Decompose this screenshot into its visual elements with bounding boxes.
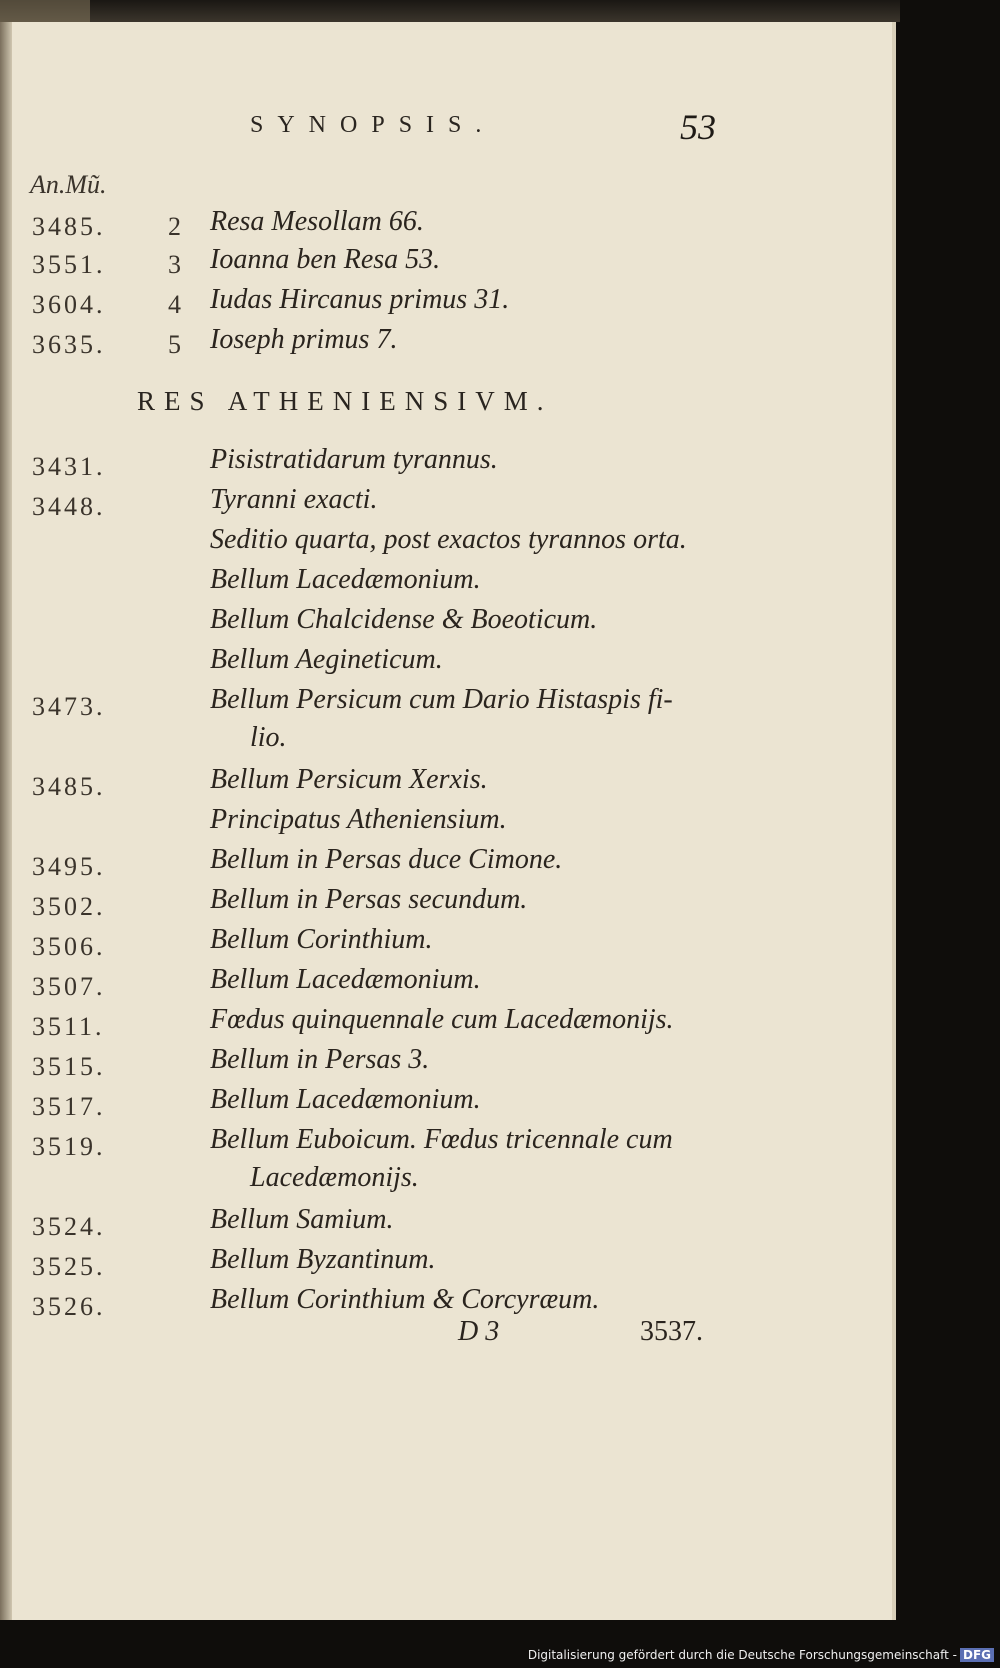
entry-text: Bellum Lacedæmonium. xyxy=(210,1084,481,1115)
year: 3507. xyxy=(32,972,106,1001)
running-title: SYNOPSIS. xyxy=(250,112,496,138)
year: 3495. xyxy=(32,852,106,881)
credit-text: Digitalisierung gefördert durch die Deutsche Forschungsgemeinschaft - xyxy=(527,1648,957,1662)
year: 3524. xyxy=(32,1212,106,1241)
list-number: 5 xyxy=(168,330,181,359)
entry-text: Seditio quarta, post exactos tyrannos orta. xyxy=(210,524,687,555)
year-column-label: An.Mũ. xyxy=(30,170,107,199)
dfg-logo: DFG xyxy=(960,1648,994,1662)
page-number: 53 xyxy=(680,107,716,147)
year: 3604. xyxy=(32,290,106,319)
entry-text: Tyranni exacti. xyxy=(210,484,378,515)
entry-text: Bellum Euboicum. Fœdus tricennale cum xyxy=(210,1124,673,1155)
year: 3511. xyxy=(32,1012,105,1041)
year: 3431. xyxy=(32,452,106,481)
year: 3551. xyxy=(32,250,106,279)
entry-text: Bellum in Persas secundum. xyxy=(210,884,528,915)
entry-text: Bellum Persicum cum Dario Histaspis fi- xyxy=(210,684,673,715)
entry-text: Bellum Corinthium. xyxy=(210,924,433,955)
digitization-credit xyxy=(528,1648,994,1662)
entry-text: Bellum in Persas 3. xyxy=(210,1044,430,1075)
list-number: 3 xyxy=(168,250,181,279)
catchword: 3537. xyxy=(640,1316,703,1347)
year: 3473. xyxy=(32,692,106,721)
list-number: 2 xyxy=(168,212,181,241)
year: 3502. xyxy=(32,892,106,921)
entry-text: Bellum Byzantinum. xyxy=(210,1244,436,1275)
page-gutter xyxy=(0,22,12,1620)
list-item-text: Ioanna ben Resa 53. xyxy=(210,244,441,275)
entry-text-continued: Lacedæmonijs. xyxy=(250,1162,419,1193)
entry-text: Bellum Chalcidense & Boeoticum. xyxy=(210,604,598,635)
entry-text: Bellum Corinthium & Corcyræum. xyxy=(210,1284,600,1315)
list-item-text: Resa Mesollam 66. xyxy=(210,206,424,237)
paper-stain xyxy=(0,0,90,22)
signature-mark: D 3 xyxy=(458,1316,500,1347)
entry-text: Bellum Persicum Xerxis. xyxy=(210,764,488,795)
entry-text: Bellum Aegineticum. xyxy=(210,644,443,675)
year: 3519. xyxy=(32,1132,106,1161)
year: 3448. xyxy=(32,492,106,521)
year: 3515. xyxy=(32,1052,106,1081)
list-item-text: Iudas Hircanus primus 31. xyxy=(210,284,510,315)
list-number: 4 xyxy=(168,290,181,319)
year: 3517. xyxy=(32,1092,106,1121)
entry-text: Bellum Lacedæmonium. xyxy=(210,964,481,995)
section-title: RES ATHENIENSIVM. xyxy=(137,386,553,416)
list-item-text: Ioseph primus 7. xyxy=(210,324,398,355)
year: 3506. xyxy=(32,932,106,961)
year: 3485. xyxy=(32,212,106,241)
year: 3526. xyxy=(32,1292,106,1321)
entry-text: Bellum in Persas duce Cimone. xyxy=(210,844,563,875)
year: 3485. xyxy=(32,772,106,801)
entry-text-continued: lio. xyxy=(250,722,287,753)
year: 3525. xyxy=(32,1252,106,1281)
entry-text: Principatus Atheniensium. xyxy=(210,804,507,835)
page-top-edge xyxy=(0,0,900,22)
entry-text: Bellum Samium. xyxy=(210,1204,394,1235)
entry-text: Fœdus quinquennale cum Lacedæmonijs. xyxy=(210,1004,674,1035)
entry-text: Pisistratidarum tyrannus. xyxy=(210,444,498,475)
year: 3635. xyxy=(32,330,106,359)
entry-text: Bellum Lacedæmonium. xyxy=(210,564,481,595)
